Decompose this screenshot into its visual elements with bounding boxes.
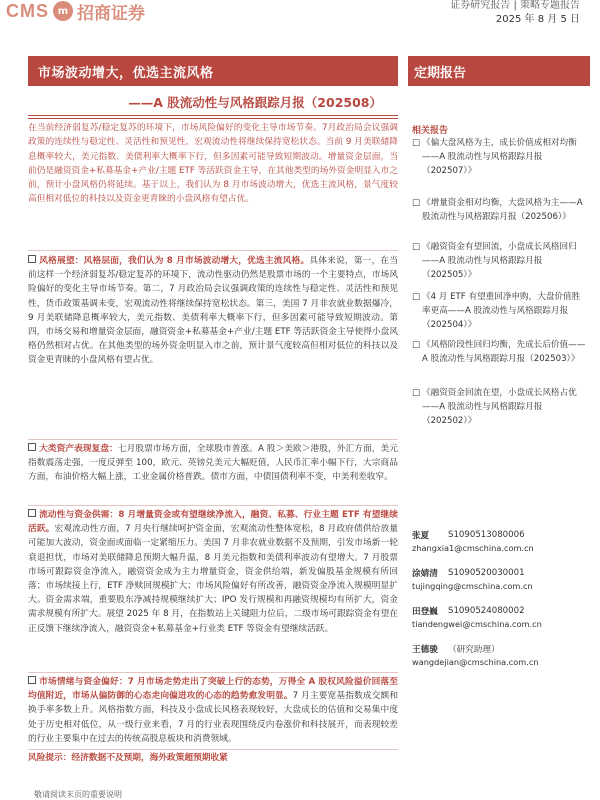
analyst-id: S1090524080002 — [448, 606, 525, 616]
report-date: 2025 年 8 月 5 日 — [495, 14, 580, 25]
title-band — [28, 56, 398, 86]
analyst-email[interactable]: wangdejian@cmschina.com.cn — [412, 657, 539, 667]
section-divider — [28, 250, 398, 251]
related-report-link[interactable]: □ 《增量资金相对均衡，大盘风格为主——A 股流动性与风格跟踪月报（202506）》 — [412, 198, 583, 223]
section-head: 流动性与资金供需：8 月增量资金或有望继续净流入，融资、私募、行业主题 ETF 有望继续活跃。 — [28, 510, 398, 535]
related-report-link[interactable]: □ 《融资资金有望回流，小盘成长风格回归——A 股流动性与风格跟踪月报（202505）》 — [412, 242, 577, 281]
title-divider-2 — [28, 118, 398, 119]
section-body: 宏观流动性方面，7 月央行继续呵护资金面，宏观流动性整体宽松，8 月政府债供给放量可能加大波动，资金面或面临一定紧缩压力。美国 7 月非农就业数据不及预期，引发市场新一轮衰退担忧，市场对美联储降息预期大幅升温，8 月美元指数和美债利率波动有望增大。7 月股票市场可跟踪资金净流入，融资资金成为主力增量资金，资金供给端，新发偏股基金规模有所回落；市场续接上行，ETF 净赎回规模扩大；市场风险偏好有所改善，融资资金净流入规模明显扩大。资金需求端，重要股东净减持规模继续扩大；IPO 发行规模和再融资规模均有所扩大，资金需求规模有所扩大。展望 2025 年 8 月，在指数站上关键阻力位后，二级市场可跟踪资金有望在正反馈下继续净流入，融资资金+私募基金+行业类 ETF 等资金有望继续活跃。 — [28, 524, 399, 634]
section-liquidity — [28, 508, 398, 636]
analyst-row — [412, 565, 592, 581]
side-title-band — [408, 56, 590, 86]
related-report-link[interactable]: □ 《风格阶段性回归均衡，先成长后价值——A 股流动性与风格跟踪月报（202503）》 — [412, 340, 586, 365]
bullet-icon: □ — [412, 388, 421, 398]
analyst-name: 涂婧清 — [412, 569, 438, 579]
logo-cms-text: CMS — [6, 0, 49, 21]
analyst-id: S1090513080006 — [448, 530, 525, 540]
section-head: 大类资产表现复盘： — [39, 444, 118, 454]
analyst-name: 张夏 — [412, 531, 430, 541]
side-title: 定期报告 — [414, 66, 467, 81]
section-divider — [28, 505, 398, 506]
section-head: 市场情绪与资金偏好：7 月市场走势走出了突破上行的态势，万得全 A 股权风险溢价回落至均值附近，市场从偏防御的心态走向偏进攻的心态的趋势愈发明显。 — [28, 677, 398, 702]
analyst-row — [412, 527, 592, 543]
title-divider — [28, 115, 398, 116]
bullet-icon: □ — [412, 292, 421, 302]
analyst-row — [412, 641, 592, 657]
analyst-role: （研究助理） — [448, 645, 500, 655]
analyst-email[interactable]: tiandengwei@cmschina.com.cn — [412, 619, 542, 629]
company-logo — [6, 0, 145, 22]
analyst-name: 王德骏 — [412, 645, 438, 655]
page-title: 市场波动增大，优选主流风格 — [38, 66, 214, 81]
bullet-icon: □ — [412, 340, 421, 350]
section-body: 七月股票市场方面，全球股市普涨。A 股＞美欧＞港股，外汇方面，美元指数震荡走强，一度反弹至 100，欧元、英镑兑美元大幅贬值，人民币汇率小幅下行，大宗商品方面，布油价格大幅上涨，工业金属价格普跌。债市方面，中债国债利率不变，中美利差收窄。 — [28, 444, 398, 483]
section-head: 风格展望：风格层面，我们认为 8 月市场波动增大，优选主流风格。 — [39, 256, 310, 266]
bullet-icon: □ — [412, 198, 421, 208]
section-divider — [28, 439, 398, 440]
page-subtitle: ——A 股流动性与风格跟踪月报（202508） — [128, 95, 382, 110]
summary-paragraph: 在当前经济弱复苏/稳定复苏的环境下，市场风险偏好的变化主导市场节奏。7月政治局会议强调政策的连续性与稳定性、灵活性和预见性，宏观流动性将继续保持宽松状态。当前 9 月美联储降息概率较大，美元指数、美债利率大概率下行，但多因素可能导致短期波动。增量资金层面，当前仍是融资资金+私募基金+产业/主题 ETF 等活跃资金主导，在其他类型的场外资金明显入市之前，预计小盘风格仍将延续。基于以上，我们认为 8 月市场波动增大，优选主流风格，景气度较高但相对低位的科技以及资金更青睐的小盘风格有望占优。 — [28, 123, 398, 205]
related-report-link[interactable]: □ 《偏大盘风格为主，成长价值成相对均衡——A 股流动性与风格跟踪月报（202507）》 — [412, 138, 577, 177]
related-reports-title: 相关报告 — [412, 126, 449, 136]
bullet-icon — [28, 443, 36, 451]
analyst-list — [412, 527, 592, 679]
risk-note — [28, 751, 398, 765]
bullet-icon — [28, 255, 36, 263]
analyst-id: S1090520030001 — [448, 568, 525, 578]
section-sentiment — [28, 675, 398, 746]
section-body: 7 月主要宽基指数成交额和换手率多数上升。风格指数方面，科技及小盘成长风格表现较好，大盘成长的估值和交易集中度处于历史相对低位，从一级行业来看，7 月的行业表现围绕反内卷涨价和科技展开，而表现较差的行业主要集中在过去的传统高股息板块和消费领域。 — [28, 691, 399, 744]
footer-disclaimer: 敬请阅读末页的重要说明 — [34, 790, 122, 799]
related-report-link[interactable]: □ 《融资资金回流在望，小盘成长风格占优——A 股流动性与风格跟踪月报（202502）》 — [412, 388, 577, 427]
logo-cn-text: 招商证券 — [77, 3, 145, 24]
logo-mark-icon: m — [53, 1, 73, 21]
related-report-link[interactable]: □ 《4 月 ETF 有望重回净申购，大盘价值胜率更高——A 股流动性与风格跟踪月报（202504）》 — [412, 292, 581, 331]
bullet-icon: □ — [412, 138, 421, 148]
header-meta — [450, 0, 580, 27]
report-type: 证券研究报告 | 策略专题报告 — [450, 0, 580, 11]
bullet-icon — [28, 509, 36, 517]
analyst-email[interactable]: zhangxia1@cmschina.com.cn — [412, 543, 534, 553]
analyst-row — [412, 603, 592, 619]
section-body: 具体来说，第一，在当前这样一个经济弱复苏/稳定复苏的环境下，流动性驱动仍然是股票市场的一个主要特点，市场风险偏好的变化主导市场节奏。第二，7 月政治局会议强调政策的连续性与稳定性、灵活性和预见性，货币政策基调未变，宏观流动性将继续保持宽松状态。第三，美国 7 月非农就业数据爆冷，9 月美联储降息概率较大，美元指数、美债利率大概率下行，但多因素可能导致短期波动。第四，市场交易和增量资金层面，融资资金+私募基金+产业/主题 ETF 等活跃资金主导使得小盘风格仍然相对占优。在其他类型的场外资金明显入市之前，预计景气度较高但相对低位的科技以及资金更青睐的小盘风格有望占优。 — [28, 256, 398, 366]
bullet-icon: □ — [412, 242, 421, 252]
bullet-icon — [28, 676, 36, 684]
section-style-outlook — [28, 254, 398, 368]
analyst-name: 田登巍 — [412, 607, 438, 617]
risk-text: 风险提示：经济数据不及预期，海外政策超预期收紧 — [28, 753, 228, 763]
analyst-email[interactable]: tujingqing@cmschina.com.cn — [412, 581, 533, 591]
section-asset-review — [28, 442, 398, 485]
section-divider — [28, 749, 398, 750]
section-divider — [28, 672, 398, 673]
